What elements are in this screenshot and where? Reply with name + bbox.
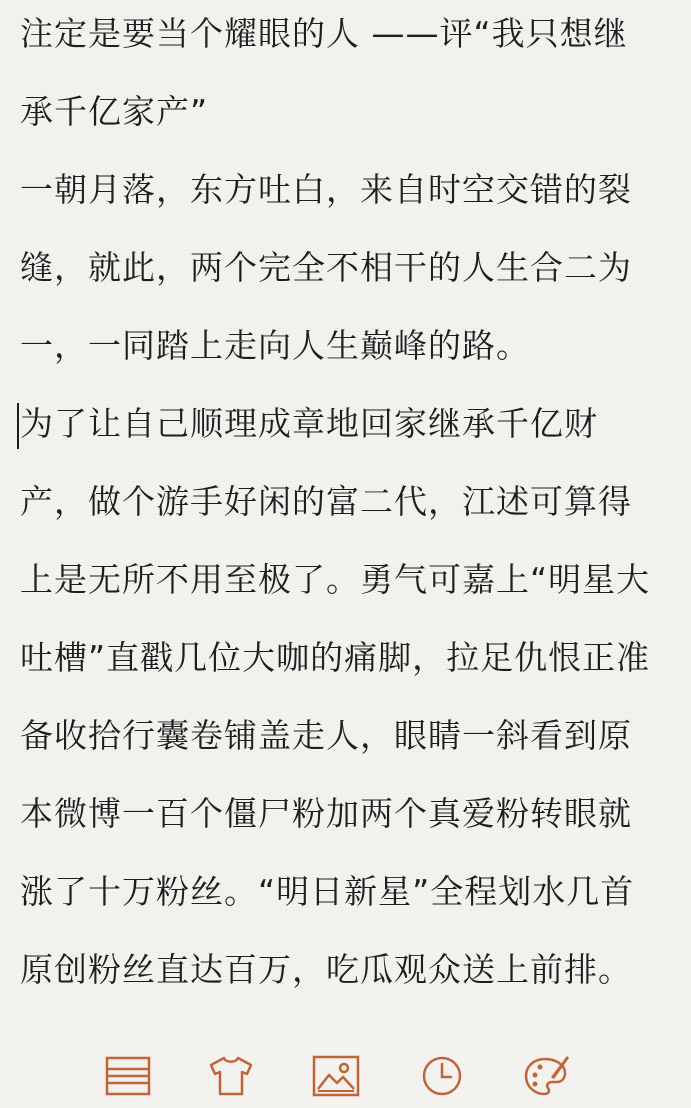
text-line: 涨了十万粉丝。“明日新星”全程划水几首: [20, 872, 635, 911]
text-line: 备收拾行囊卷铺盖走人，眼睛一斜看到原: [20, 716, 632, 755]
text-line: 吐槽”直戳几位大咖的痛脚，拉足仇恨正准: [20, 638, 651, 677]
menu-button[interactable]: [104, 1054, 152, 1098]
clock-icon: [420, 1054, 464, 1098]
text-cursor: [17, 403, 19, 449]
theme-button[interactable]: [207, 1054, 255, 1098]
text-line: 缝，就此，两个完全不相干的人生合二为: [20, 248, 632, 287]
palette-icon: [523, 1053, 571, 1099]
menu-lines-icon: [105, 1056, 151, 1096]
text-line: 产，做个游手好闲的富二代，江述可算得: [20, 482, 632, 521]
image-button[interactable]: [312, 1054, 360, 1098]
text-line: 一朝月落，东方吐白，来自时空交错的裂: [20, 170, 632, 209]
text-line: 本微博一百个僵尸粉加两个真爱粉转眼就: [20, 794, 632, 833]
text-line: 注定是要当个耀眼的人 ——评“我只想继: [20, 14, 628, 53]
bottom-toolbar: [0, 1040, 691, 1108]
text-line: 上是无所不用至极了。勇气可嘉上“明星大: [20, 560, 651, 599]
shirt-icon: [207, 1055, 255, 1097]
text-line: 为了让自己顺理成章地回家继承千亿财: [20, 404, 598, 443]
text-line: 一，一同踏上走向人生巅峰的路。: [20, 326, 530, 365]
style-button[interactable]: [523, 1054, 571, 1098]
text-line: 承千亿家产”: [20, 92, 209, 131]
text-line: 原创粉丝直达百万，吃瓜观众送上前排。: [20, 950, 632, 989]
history-button[interactable]: [418, 1054, 466, 1098]
image-icon: [312, 1055, 360, 1097]
